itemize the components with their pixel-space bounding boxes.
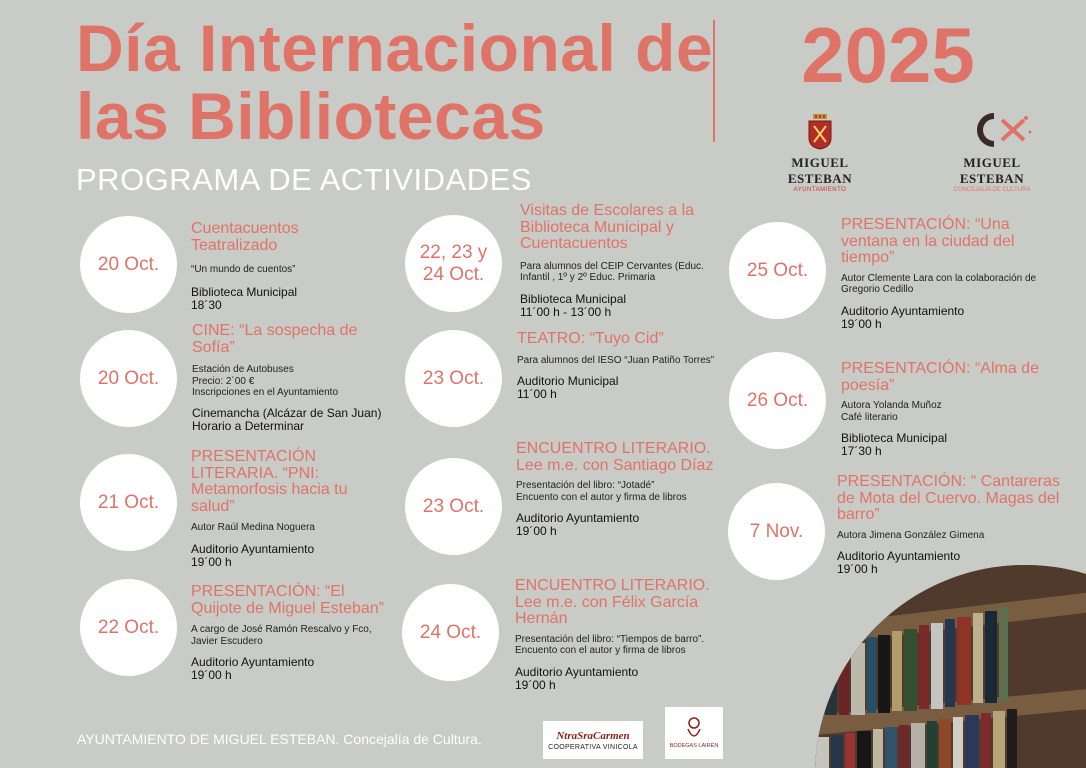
sponsor-logo-bodegas <box>665 707 723 759</box>
event-description: Autora Yolanda Muñoz Café literario <box>841 400 942 423</box>
event-description: Para alumnos del IESO “Juan Patiño Torres” <box>517 354 715 366</box>
event-description: “Un mundo de cuentos” <box>191 264 296 275</box>
event-description: Presentación del libro: “Jotadé” Encuento con el autor y firma de libros <box>516 480 687 503</box>
event-description: Autora Jimena González Gimena <box>837 529 985 541</box>
event-location: Auditorio Ayuntamiento 19´00 h <box>516 511 640 538</box>
event-title: TEATRO: “Tuyo Cid” <box>517 330 664 347</box>
sponsor-logo-cooperativa <box>543 721 643 759</box>
event-title: ENCUENTRO LITERARIO. Lee m.e. con Santiago Díaz <box>516 440 714 474</box>
date-circle: 20 Oct. <box>80 330 177 427</box>
event-title: Cuentacuentos Teatralizado <box>191 220 299 254</box>
page-title: Día Internacional de las Bibliotecas <box>76 11 714 153</box>
event-title: ENCUENTRO LITERARIO. Lee m.e. con Félix García Hernán <box>515 577 710 627</box>
cultura-logo <box>934 110 1050 193</box>
event-title: PRESENTACIÓN: “El Quijote de Miguel Esteban” <box>191 583 384 617</box>
sponsor2-name: BODEGAS LAIRÉN <box>669 743 719 749</box>
event-title: PRESENTACIÓN: “Una ventana en la ciudad del tiempo” <box>841 216 1015 266</box>
date-circle: 23 Oct. <box>405 458 502 555</box>
event-location: Auditorio Ayuntamiento 19´00 h <box>191 541 315 569</box>
date-circle: 20 Oct. <box>80 216 177 313</box>
ayuntamiento-sub: AYUNTAMIENTO <box>793 187 847 193</box>
ayuntamiento-logo <box>758 114 882 193</box>
cultura-name: MIGUEL ESTEBAN <box>959 155 1025 186</box>
event-location: Biblioteca Municipal 11´00 h - 13´00 h <box>520 291 627 319</box>
event-title: PRESENTACIÓN: “Alma de poesía” <box>841 360 1039 394</box>
event-location: Biblioteca Municipal 18´30 <box>191 284 298 312</box>
event-title: PRESENTACIÓN: “ Cantareras de Mota del Cuervo. Magas del barro” <box>837 473 1060 523</box>
event-location: Cinemancha (Alcázar de San Juan) Horario a Determinar <box>192 405 382 433</box>
event-title: PRESENTACIÓN LITERARIA. “PNI: Metamorfosis hacia tu salud” <box>191 448 348 515</box>
date-circle: 25 Oct. <box>729 222 826 319</box>
event-location: Auditorio Ayuntamiento 19´00 h <box>515 664 639 692</box>
event-description: Autor Clemente Lara con la colaboración de Gregorio Cedillo <box>841 272 1037 295</box>
ayuntamiento-name: MIGUEL ESTEBAN <box>787 155 853 186</box>
year: 2025 <box>801 11 975 99</box>
sponsor1-name: NtraSraCarmen <box>556 729 630 742</box>
cultura-sub: CONCEJALÍA DE CULTURA <box>953 187 1031 193</box>
event-description: A cargo de José Ramón Rescalvo y Fco, Javier Escudero <box>191 624 372 647</box>
event-location: Biblioteca Municipal 17´30 h <box>841 431 948 458</box>
date-circle: 22, 23 y 24 Oct. <box>405 215 502 312</box>
header-divider <box>713 20 715 142</box>
event-title: CINE: “La sospecha de Sofía” <box>192 322 358 356</box>
bookshelf-photo <box>815 565 1086 768</box>
footer-text: AYUNTAMIENTO DE MIGUEL ESTEBAN. Concejalía de Cultura. <box>77 731 482 747</box>
event-title: Visitas de Escolares a la Biblioteca Municipal y Cuentacuentos <box>520 202 695 252</box>
page-subtitle: PROGRAMA DE ACTIVIDADES <box>76 162 532 197</box>
date-circle: 24 Oct. <box>402 584 499 681</box>
cultura-emblem-icon <box>944 110 1040 150</box>
sponsor1-sub: COOPERATIVA VINICOLA <box>548 743 638 751</box>
event-description: Presentación del libro: “Tiempos de barro”. Encuento con el autor y firma de libros <box>515 633 705 656</box>
coat-of-arms-icon <box>806 114 834 150</box>
event-location: Auditorio Ayuntamiento 19´00 h <box>191 655 315 682</box>
date-circle: 7 Nov. <box>728 483 825 580</box>
date-circle: 23 Oct. <box>405 330 502 427</box>
bookshelf-image <box>815 565 1086 768</box>
event-location: Auditorio Municipal 11´00 h <box>517 374 619 401</box>
date-circle: 26 Oct. <box>729 352 826 449</box>
event-location: Auditorio Ayuntamiento 19´00 h <box>837 549 961 576</box>
event-description: Para alumnos del CEIP Cervantes (Educ. Infantil , 1º y 2º Educ. Primaria <box>520 260 704 283</box>
date-circle: 22 Oct. <box>80 579 177 676</box>
date-circle: 21 Oct. <box>80 454 177 551</box>
event-location: Auditorio Ayuntamiento 19´00 h <box>841 303 965 331</box>
event-description: Estación de Autobuses Precio: 2´00 € Inscripciones en el Ayuntamiento <box>192 364 339 398</box>
bodegas-emblem-icon <box>684 717 704 741</box>
event-description: Autor Raúl Medina Noguera <box>191 522 315 533</box>
